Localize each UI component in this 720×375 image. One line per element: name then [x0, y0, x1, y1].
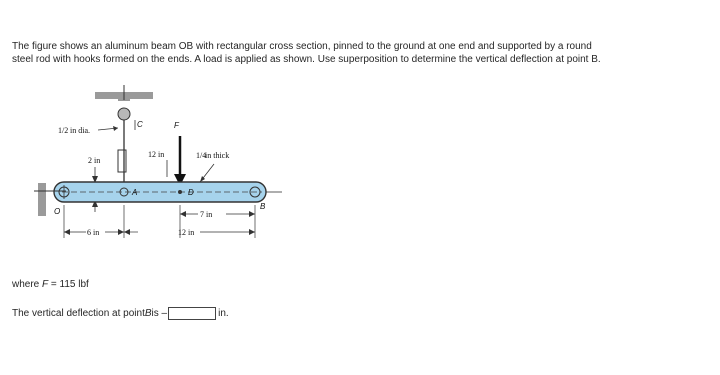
answer-row	[12, 307, 229, 320]
rod-dia-frac: 1/2	[58, 126, 69, 135]
label-o: O	[54, 207, 61, 216]
dim-7in: 7 in	[200, 210, 213, 219]
hook-c-icon	[118, 108, 130, 120]
left-ground-block	[38, 183, 46, 216]
answer-unit: in.	[218, 308, 229, 319]
problem-line-2: steel rod with hooks formed on the ends. A load is applied as shown. Use superposition to determine the vertical deflection at point B.	[12, 54, 601, 65]
deflection-answer-input[interactable]	[168, 307, 216, 320]
question-point: B	[144, 308, 152, 319]
thick-frac: 1/4	[196, 151, 207, 160]
thick-label: in thick	[205, 151, 230, 160]
given-value: = 115 lbf	[48, 279, 89, 290]
dim-2in: 2 in	[88, 156, 101, 165]
rod-dia-label: in dia.	[70, 126, 90, 135]
label-f: F	[174, 121, 179, 130]
label-b: B	[260, 202, 266, 211]
dim-12in-bottom: 12 in	[178, 228, 195, 237]
dim-12in-top: 12 in	[148, 150, 165, 159]
label-c: C	[137, 120, 143, 129]
problem-line-1: The figure shows an aluminum beam OB with rectangular cross section, pinned to the ground at one end and supported by a round	[12, 41, 592, 52]
label-a: A	[132, 188, 138, 197]
given-prefix: where	[12, 279, 43, 290]
question-prefix: The vertical deflection at point	[12, 308, 145, 319]
dim-6in: 6 in	[87, 228, 100, 237]
given-var: F	[42, 279, 49, 290]
given-line	[12, 279, 89, 290]
label-d: D	[188, 188, 194, 197]
question-mid: is –	[151, 308, 168, 319]
